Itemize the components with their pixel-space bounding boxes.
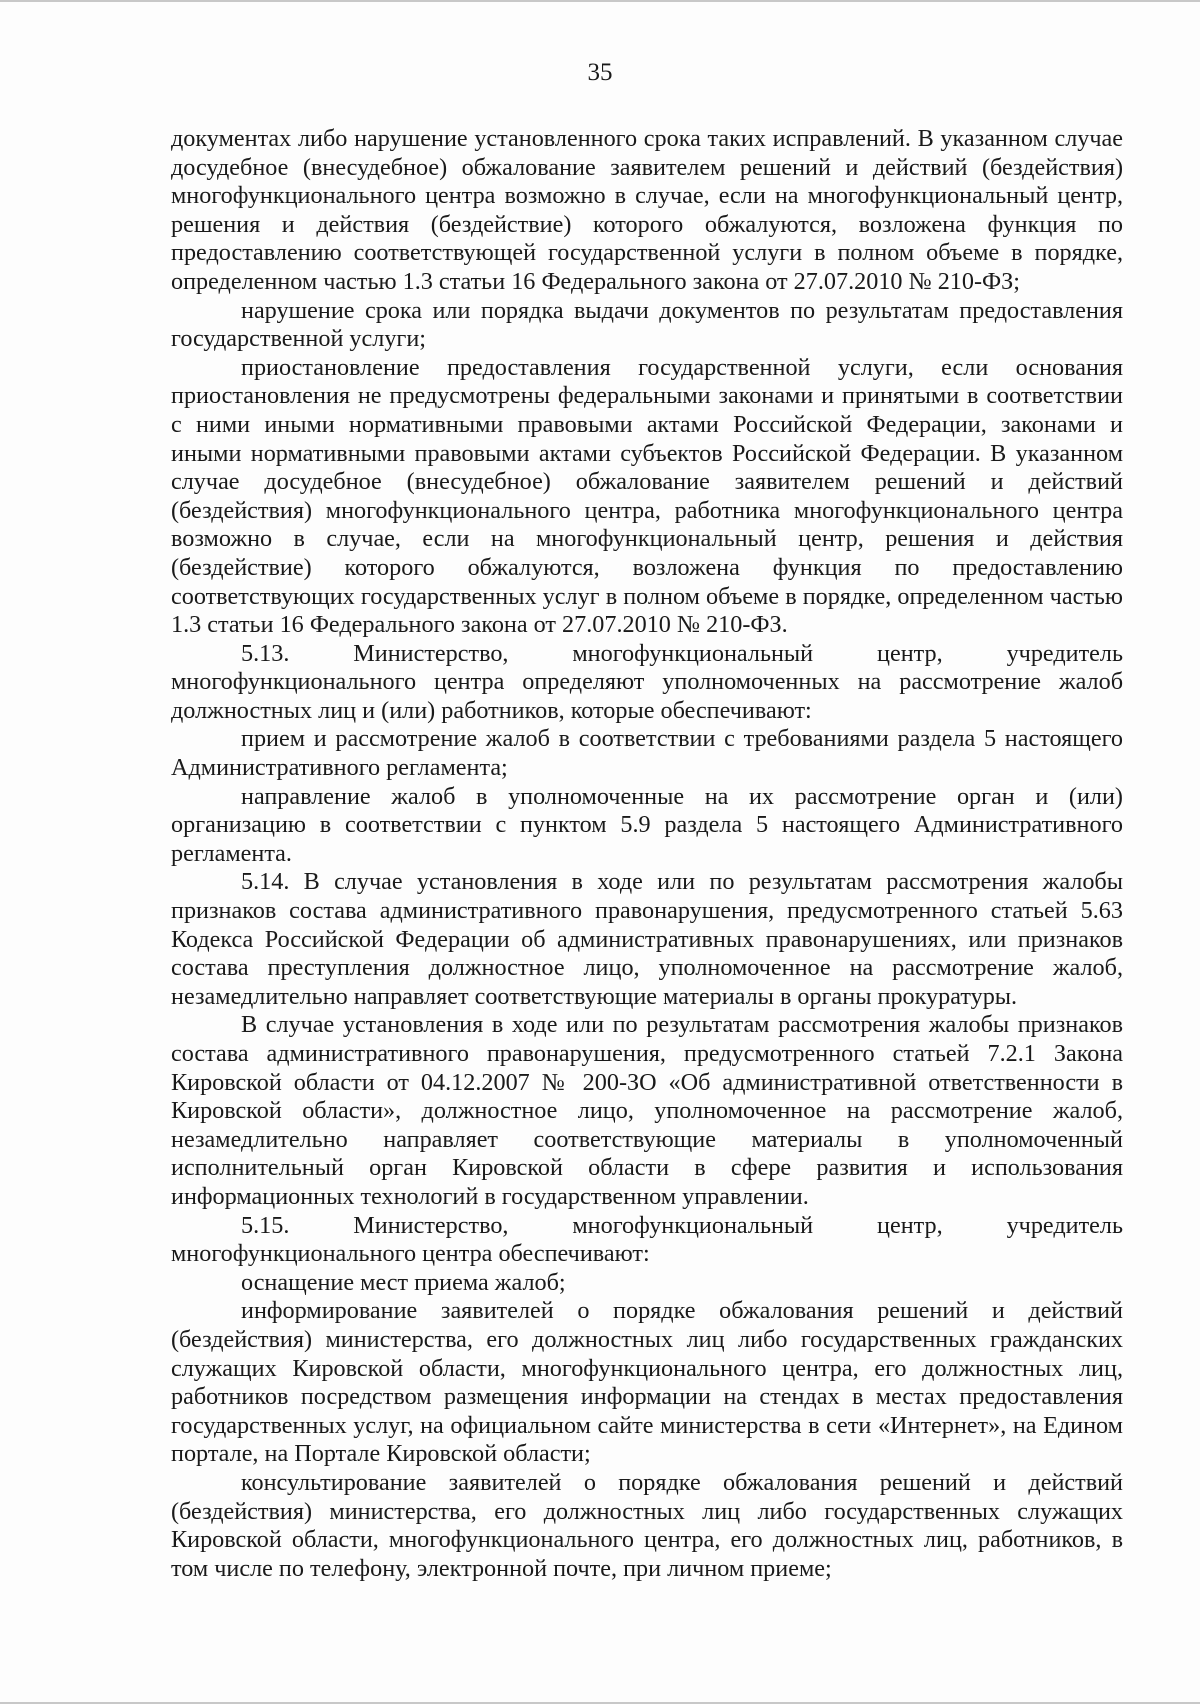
paragraph-clause-5-15: 5.15. Министерство, многофункциональный центр, учредитель многофункционального центра обеспечивают: — [171, 1211, 1123, 1268]
paragraph: прием и рассмотрение жалоб в соответствии с требованиями раздела 5 настоящего Административного регламента; — [171, 725, 1123, 782]
paragraph: В случае установления в ходе или по результатам рассмотрения жалобы признаков состава административного правонарушения, предусмотренного статьей 7.2.1 Закона Кировской области от 04.12.2007 № 200-ЗО «Об административной ответственности в Кировской области», должностное лицо, уполномоченное на рассмотрение жалоб, незамедлительно направляет соответствующие материалы в уполномоченный исполнительный орган Кировской области в сфере развития и использования информационных технологий в государственном управлении. — [171, 1011, 1123, 1210]
paragraph: оснащение мест приема жалоб; — [241, 1268, 566, 1296]
paragraph-clause-5-13: 5.13. Министерство, многофункциональный центр, учредитель многофункционального центра определяют уполномоченных на рассмотрение жалоб должностных лиц и (или) работников, которые обеспечивают: — [171, 639, 1123, 724]
paragraph: консультирование заявителей о порядке обжалования решений и действий (бездействия) министерства, его должностных лиц либо государственных служащих Кировской области, многофункционального центра, его должностных лиц, работников, в том числе по телефону, электронной почте, при личном приеме; — [171, 1468, 1123, 1582]
paragraph: приостановление предоставления государственной услуги, если основания приостановления не предусмотрены федеральными законами и принятыми в соответствии с ними иными нормативными правовыми актами Российской Федерации, законами и иными нормативными правовыми актами субъектов Российской Федерации. В указанном случае досудебное (внесудебное) обжалование заявителем решений и действий (бездействия) многофункционального центра, работника многофункционального центра возможно в случае, если на многофункциональный центр, решения и действия (бездействие) которого обжалуются, возложена функция по предоставлению соответствующих государственных услуг в полном объеме в порядке, определенном частью 1.3 статьи 16 Федерального закона от 27.07.2010 № 210-ФЗ. — [171, 353, 1123, 639]
paragraph: информирование заявителей о порядке обжалования решений и действий (бездействия) министерства, его должностных лиц либо государственных гражданских служащих Кировской области, многофункционального центра, его должностных лиц, работников посредством размещения информации на стендах в местах предоставления государственных услуг, на официальном сайте министерства в сети «Интернет», на Едином портале, на Портале Кировской области; — [171, 1297, 1123, 1468]
paragraph-continuation: документах либо нарушение установленного срока таких исправлений. В указанном случае досудебное (внесудебное) обжалование заявителем решений и действий (бездействия) многофункционального центра возможно в случае, если на многофункциональный центр, решения и действия (бездействие) которого обжалуются, возложена функция по предоставлению соответствующей государственной услуги в полном объеме в порядке, определенном частью 1.3 статьи 16 Федерального закона от 27.07.2010 № 210-ФЗ; — [171, 125, 1123, 295]
paragraph: направление жалоб в уполномоченные на их рассмотрение орган и (или) организацию в соответствии с пунктом 5.9 раздела 5 настоящего Административного регламента. — [171, 782, 1123, 867]
paragraph-clause-5-14: 5.14. В случае установления в ходе или по результатам рассмотрения жалобы признаков состава административного правонарушения, предусмотренного статьей 5.63 Кодекса Российской Федерации об административных правонарушениях, или признаков состава преступления должностное лицо, уполномоченное на рассмотрение жалоб, незамедлительно направляет соответствующие материалы в органы прокуратуры. — [171, 868, 1123, 1010]
paragraph: нарушение срока или порядка выдачи документов по результатам предоставления государственной услуги; — [171, 296, 1123, 353]
scan-edge-top — [0, 0, 1200, 2]
document-body — [171, 125, 1123, 1583]
page-number: 35 — [587, 59, 613, 86]
